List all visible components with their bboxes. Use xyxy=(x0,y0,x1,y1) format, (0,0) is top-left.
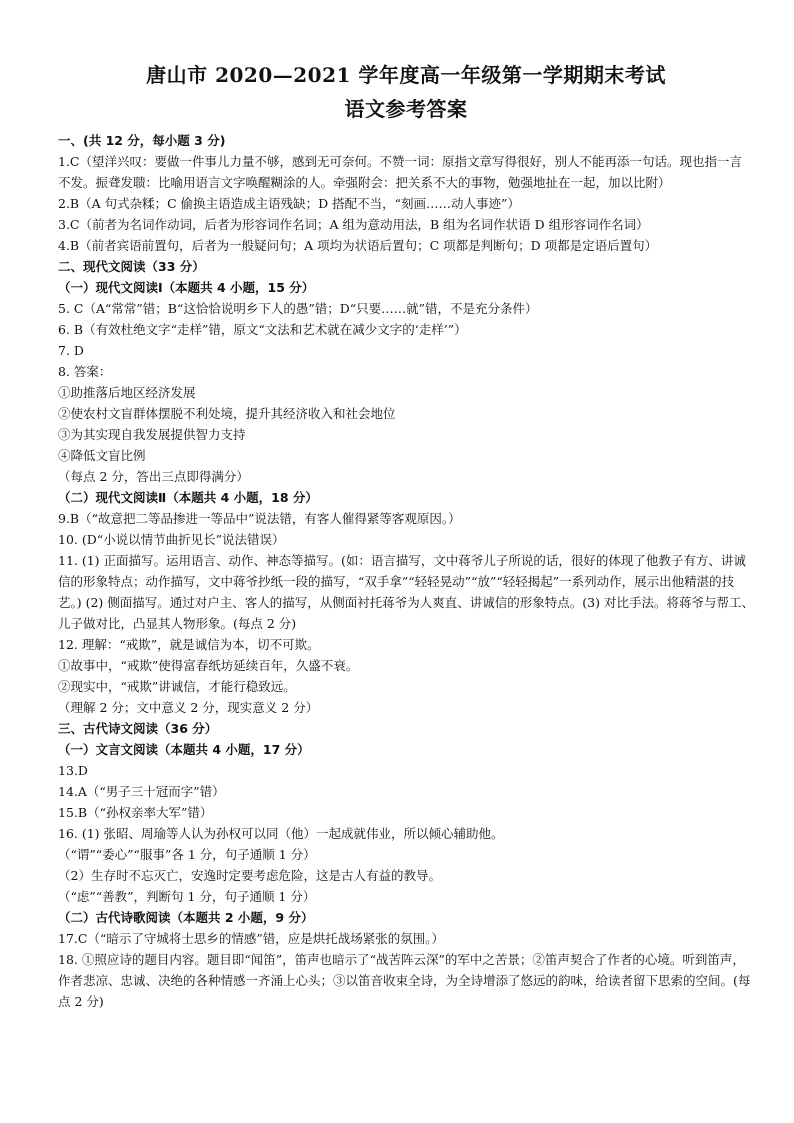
answer-line: 15.B（“孙权亲率大军”错） xyxy=(58,805,213,820)
answer-line: ②现实中，“戒欺”讲诚信，才能行稳致远。 xyxy=(58,679,296,694)
answer-line: 11. (1) 正面描写。运用语言、动作、神态等描写。(如：语言描写，文中蒋爷儿子所说的话，很好的体现了他教子有方、讲诚信的形象特点；动作描写，文中蒋爷抄纸一段的描写，“双手拿”“轻轻晃动”“放”“轻轻揭起”一系列动作，展示出他精湛的技艺。) (2) 侧面描写。通过对户主、客人的描写，从侧面衬托蒋爷为人爽直、讲诚信的形象特点。(3) 对比手法。将蒋爷与帮工、儿子做对比，凸显其人物形象。(每点 2 分) xyxy=(58,553,754,631)
answer-line: （2）生存时不忘灭亡，安逸时定要考虑危险，这是古人有益的教导。 xyxy=(58,868,441,883)
answer-line: ④降低文盲比例 xyxy=(58,448,146,463)
answer-line: 2.B（A 句式杂糅；C 偷换主语造成主语残缺；D 搭配不当，“刻画……动人事迹”） xyxy=(58,196,520,211)
answer-line: （“谓”“委心”“服事”各 1 分，句子通顺 1 分） xyxy=(58,847,316,862)
answer-line: 8. 答案： xyxy=(58,364,112,379)
document-subtitle: 语文参考答案 xyxy=(344,97,468,121)
answer-line: ③为其实现自我发展提供智力支持 xyxy=(58,427,246,442)
answer-line: 7. D xyxy=(58,343,84,358)
document-title: 唐山市 2020—2021 学年度高一年级第一学期期末考试 xyxy=(146,63,666,87)
answer-line: ①故事中，“戒欺”使得富春纸坊延续百年，久盛不衰。 xyxy=(58,658,359,673)
answer-line: 17.C（“暗示了守城将士思乡的情感”错，应是烘托战场紧张的氛围。） xyxy=(58,931,444,946)
section-heading: 二、现代文阅读（33 分） xyxy=(58,259,205,274)
answer-line: 14.A（“男子三十冠而字”错） xyxy=(58,784,225,799)
answer-line: ②使农村文盲群体摆脱不利处境，提升其经济收入和社会地位 xyxy=(58,406,396,421)
section-heading: 三、古代诗文阅读（36 分） xyxy=(58,721,218,736)
answer-line: 3.C（前者为名词作动词，后者为形容词作名词；A 组为意动用法，B 组为名词作状语 D 组形容词作名词） xyxy=(58,217,649,232)
section-heading: （二）古代诗歌阅读（本题共 2 小题，9 分） xyxy=(58,910,314,925)
answer-line: ①助推落后地区经济发展 xyxy=(58,385,196,400)
answer-line: 10. (D“小说以情节曲折见长”说法错误） xyxy=(58,532,285,547)
section-heading: （一）现代文阅读Ⅰ（本题共 4 小题，15 分） xyxy=(58,280,315,295)
answer-line: 6. B（有效杜绝文字“走样”错，原文“文法和艺术就在减少文字的‘走样’”） xyxy=(58,322,467,337)
answer-line: 9.B（“故意把二等品掺进一等品中”说法错，有客人催得紧等客观原因。） xyxy=(58,511,461,526)
answer-body xyxy=(58,130,754,1012)
answer-line: 18. ①照应诗的题目内容。题目即“闻笛”，笛声也暗示了“战苦阵云深”的军中之苦景；②笛声契合了作者的心境。听到笛声，作者悲凉、忠诚、决绝的各种情感一齐涌上心头；③以笛音收束全诗，为全诗增添了悠远的韵味，给读者留下思索的空间。(每点 2 分) xyxy=(58,952,751,1009)
answer-line: 4.B（前者宾语前置句，后者为一般疑问句；A 项均为状语后置句；C 项都是判断句；D 项都是定语后置句） xyxy=(58,238,658,253)
answer-line: （每点 2 分，答出三点即得满分） xyxy=(58,469,249,484)
answer-line: 1.C（望洋兴叹：要做一件事儿力量不够，感到无可奈何。不赞一词：原指文章写得很好，别人不能再添一句话。现也指一言不发。振聋发聩：比喻用语言文字唤醒糊涂的人。牵强附会：把关系不大的事物，勉强地扯在一起，加以比附） xyxy=(58,154,742,190)
section-heading: （二）现代文阅读Ⅱ（本题共 4 小题，18 分） xyxy=(58,490,318,505)
answer-line: 5. C（A“常常”错；B“这恰恰说明乡下人的愚”错；D“只要……就”错，不是充分条件） xyxy=(58,301,538,316)
answer-line: 12. 理解：“戒欺”，就是诚信为本，切不可欺。 xyxy=(58,637,320,652)
answer-line: （理解 2 分；文中意义 2 分，现实意义 2 分） xyxy=(58,700,319,715)
section-heading: 一、(共 12 分，每小题 3 分) xyxy=(58,133,226,148)
section-heading: （一）文言文阅读（本题共 4 小题，17 分） xyxy=(58,742,310,757)
answer-line: 16. (1) 张昭、周瑜等人认为孙权可以同（他）一起成就伟业，所以倾心辅助他。 xyxy=(58,826,504,841)
answer-line: 13.D xyxy=(58,763,88,778)
answer-line: （“虑”“善教”，判断句 1 分，句子通顺 1 分） xyxy=(58,889,316,904)
